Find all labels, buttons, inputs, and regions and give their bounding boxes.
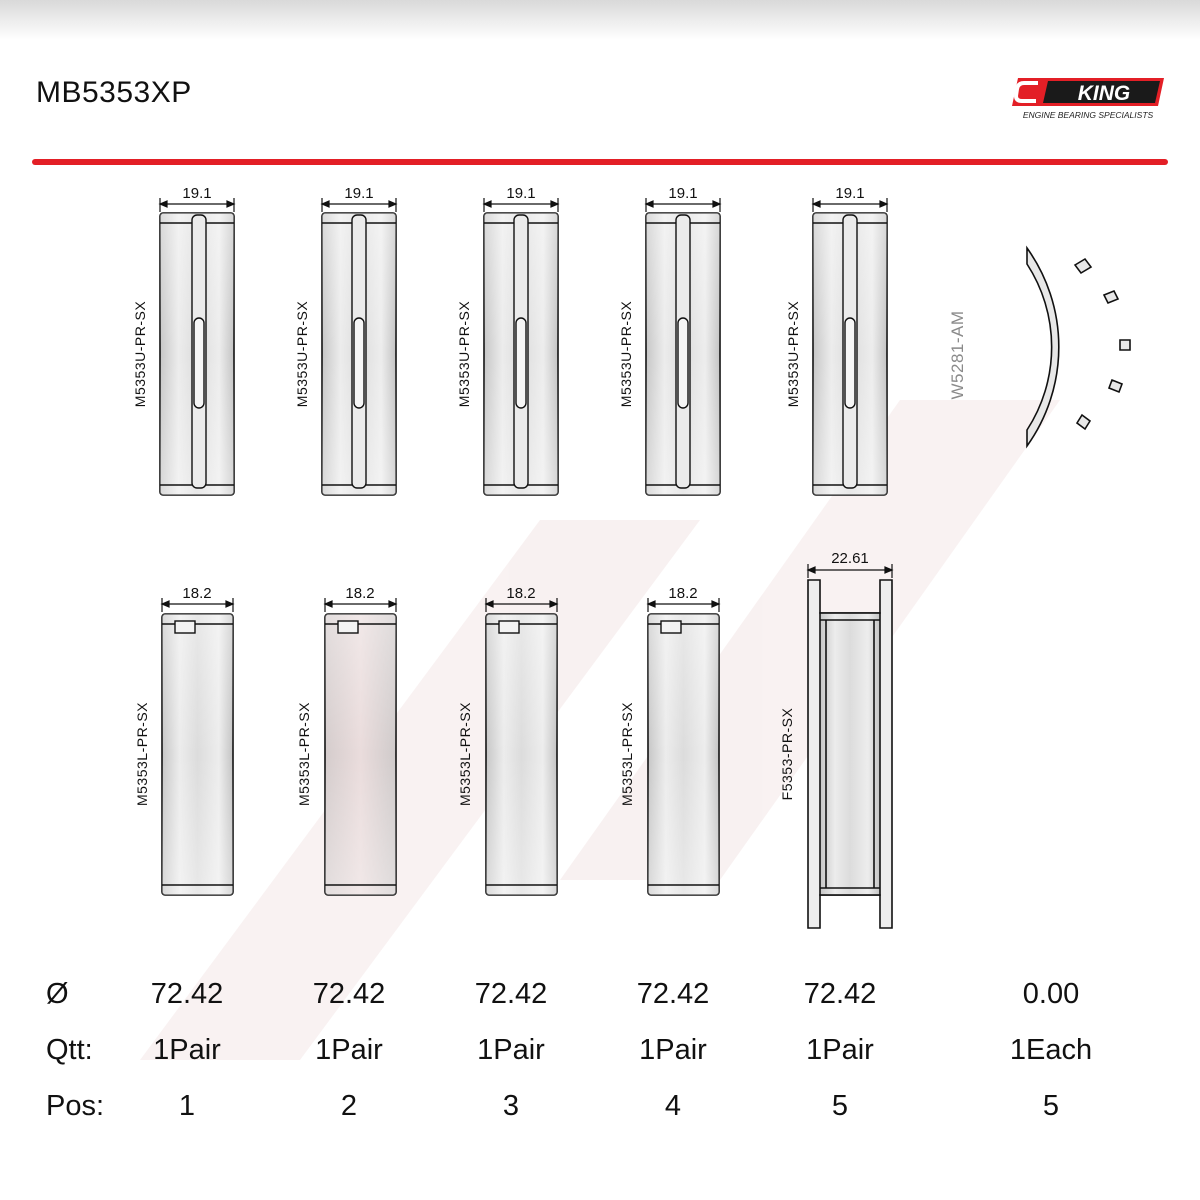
diameter-cell-3: 72.42	[474, 978, 548, 1010]
upper-width-label-5: 19.1	[835, 185, 865, 202]
pos-cell-2: 2	[340, 1090, 358, 1122]
diameter-row-label: Ø	[46, 978, 69, 1010]
diameter-cell-6: 0.00	[1022, 978, 1080, 1010]
diameter-cell-5: 72.42	[803, 978, 877, 1010]
part-number-title: MB5353XP	[36, 76, 192, 109]
diameter-cell-1: 72.42	[150, 978, 224, 1010]
qty-cell-2: 1Pair	[315, 1034, 383, 1066]
diameter-cell-4: 72.42	[636, 978, 710, 1010]
qty-cell-6: 1Each	[1009, 1034, 1093, 1066]
lower-width-label-2: 18.2	[345, 585, 375, 602]
lower-part-label-3: M5353L-PR-SX	[457, 701, 473, 807]
logo-tagline: ENGINE BEARING SPECIALISTS	[1022, 110, 1154, 120]
lower-shell-1	[162, 614, 233, 895]
upper-shell-2	[322, 213, 396, 495]
upper-part-label-1: M5353U-PR-SX	[132, 300, 148, 408]
lower-part-label-1: M5353L-PR-SX	[134, 701, 150, 807]
upper-part-label-3: M5353U-PR-SX	[456, 300, 472, 408]
lower-width-label-1: 18.2	[182, 585, 212, 602]
flanged-shell	[808, 580, 892, 928]
qty-cell-3: 1Pair	[477, 1034, 545, 1066]
qty-cell-5: 1Pair	[806, 1034, 874, 1066]
flanged-part-label: F5353-PR-SX	[779, 707, 795, 801]
logo-brand-name: KING	[1077, 82, 1131, 105]
qty-cell-4: 1Pair	[639, 1034, 707, 1066]
diameter-cell-2: 72.42	[312, 978, 386, 1010]
upper-shells	[160, 213, 887, 495]
pos-cell-6: 5	[1042, 1090, 1060, 1122]
upper-part-label-5: M5353U-PR-SX	[785, 300, 801, 408]
upper-part-label-2: M5353U-PR-SX	[294, 300, 310, 408]
pos-cell-3: 3	[502, 1090, 520, 1122]
upper-shell-4	[646, 213, 720, 495]
pos-row-label: Pos:	[46, 1090, 105, 1122]
lower-shell-2	[325, 614, 396, 895]
upper-part-label-4: M5353U-PR-SX	[618, 300, 634, 408]
upper-shell-5	[813, 213, 887, 495]
lower-width-label-4: 18.2	[668, 585, 698, 602]
pos-cell-4: 4	[664, 1090, 682, 1122]
watermark	[140, 400, 1060, 1060]
lower-part-label-2: M5353L-PR-SX	[296, 701, 312, 807]
lower-shell-4	[648, 614, 719, 895]
lower-part-label-4: M5353L-PR-SX	[619, 701, 635, 807]
qty-row-label: Qtt:	[46, 1034, 93, 1066]
lower-width-label-3: 18.2	[506, 585, 536, 602]
upper-width-label-3: 19.1	[506, 185, 536, 202]
pos-cell-5: 5	[831, 1090, 849, 1122]
thrust-washer-label: W5281-AM	[948, 310, 967, 400]
upper-shell-3	[484, 213, 558, 495]
upper-width-label-4: 19.1	[668, 185, 698, 202]
upper-shell-1	[160, 213, 234, 495]
upper-width-label-1: 19.1	[182, 185, 212, 202]
qty-cell-1: 1Pair	[153, 1034, 221, 1066]
flanged-width-label: 22.61	[831, 550, 869, 567]
pos-cell-1: 1	[178, 1090, 196, 1122]
thrust-washer	[1027, 248, 1130, 446]
lower-shell-3	[486, 614, 557, 895]
upper-width-label-2: 19.1	[344, 185, 374, 202]
